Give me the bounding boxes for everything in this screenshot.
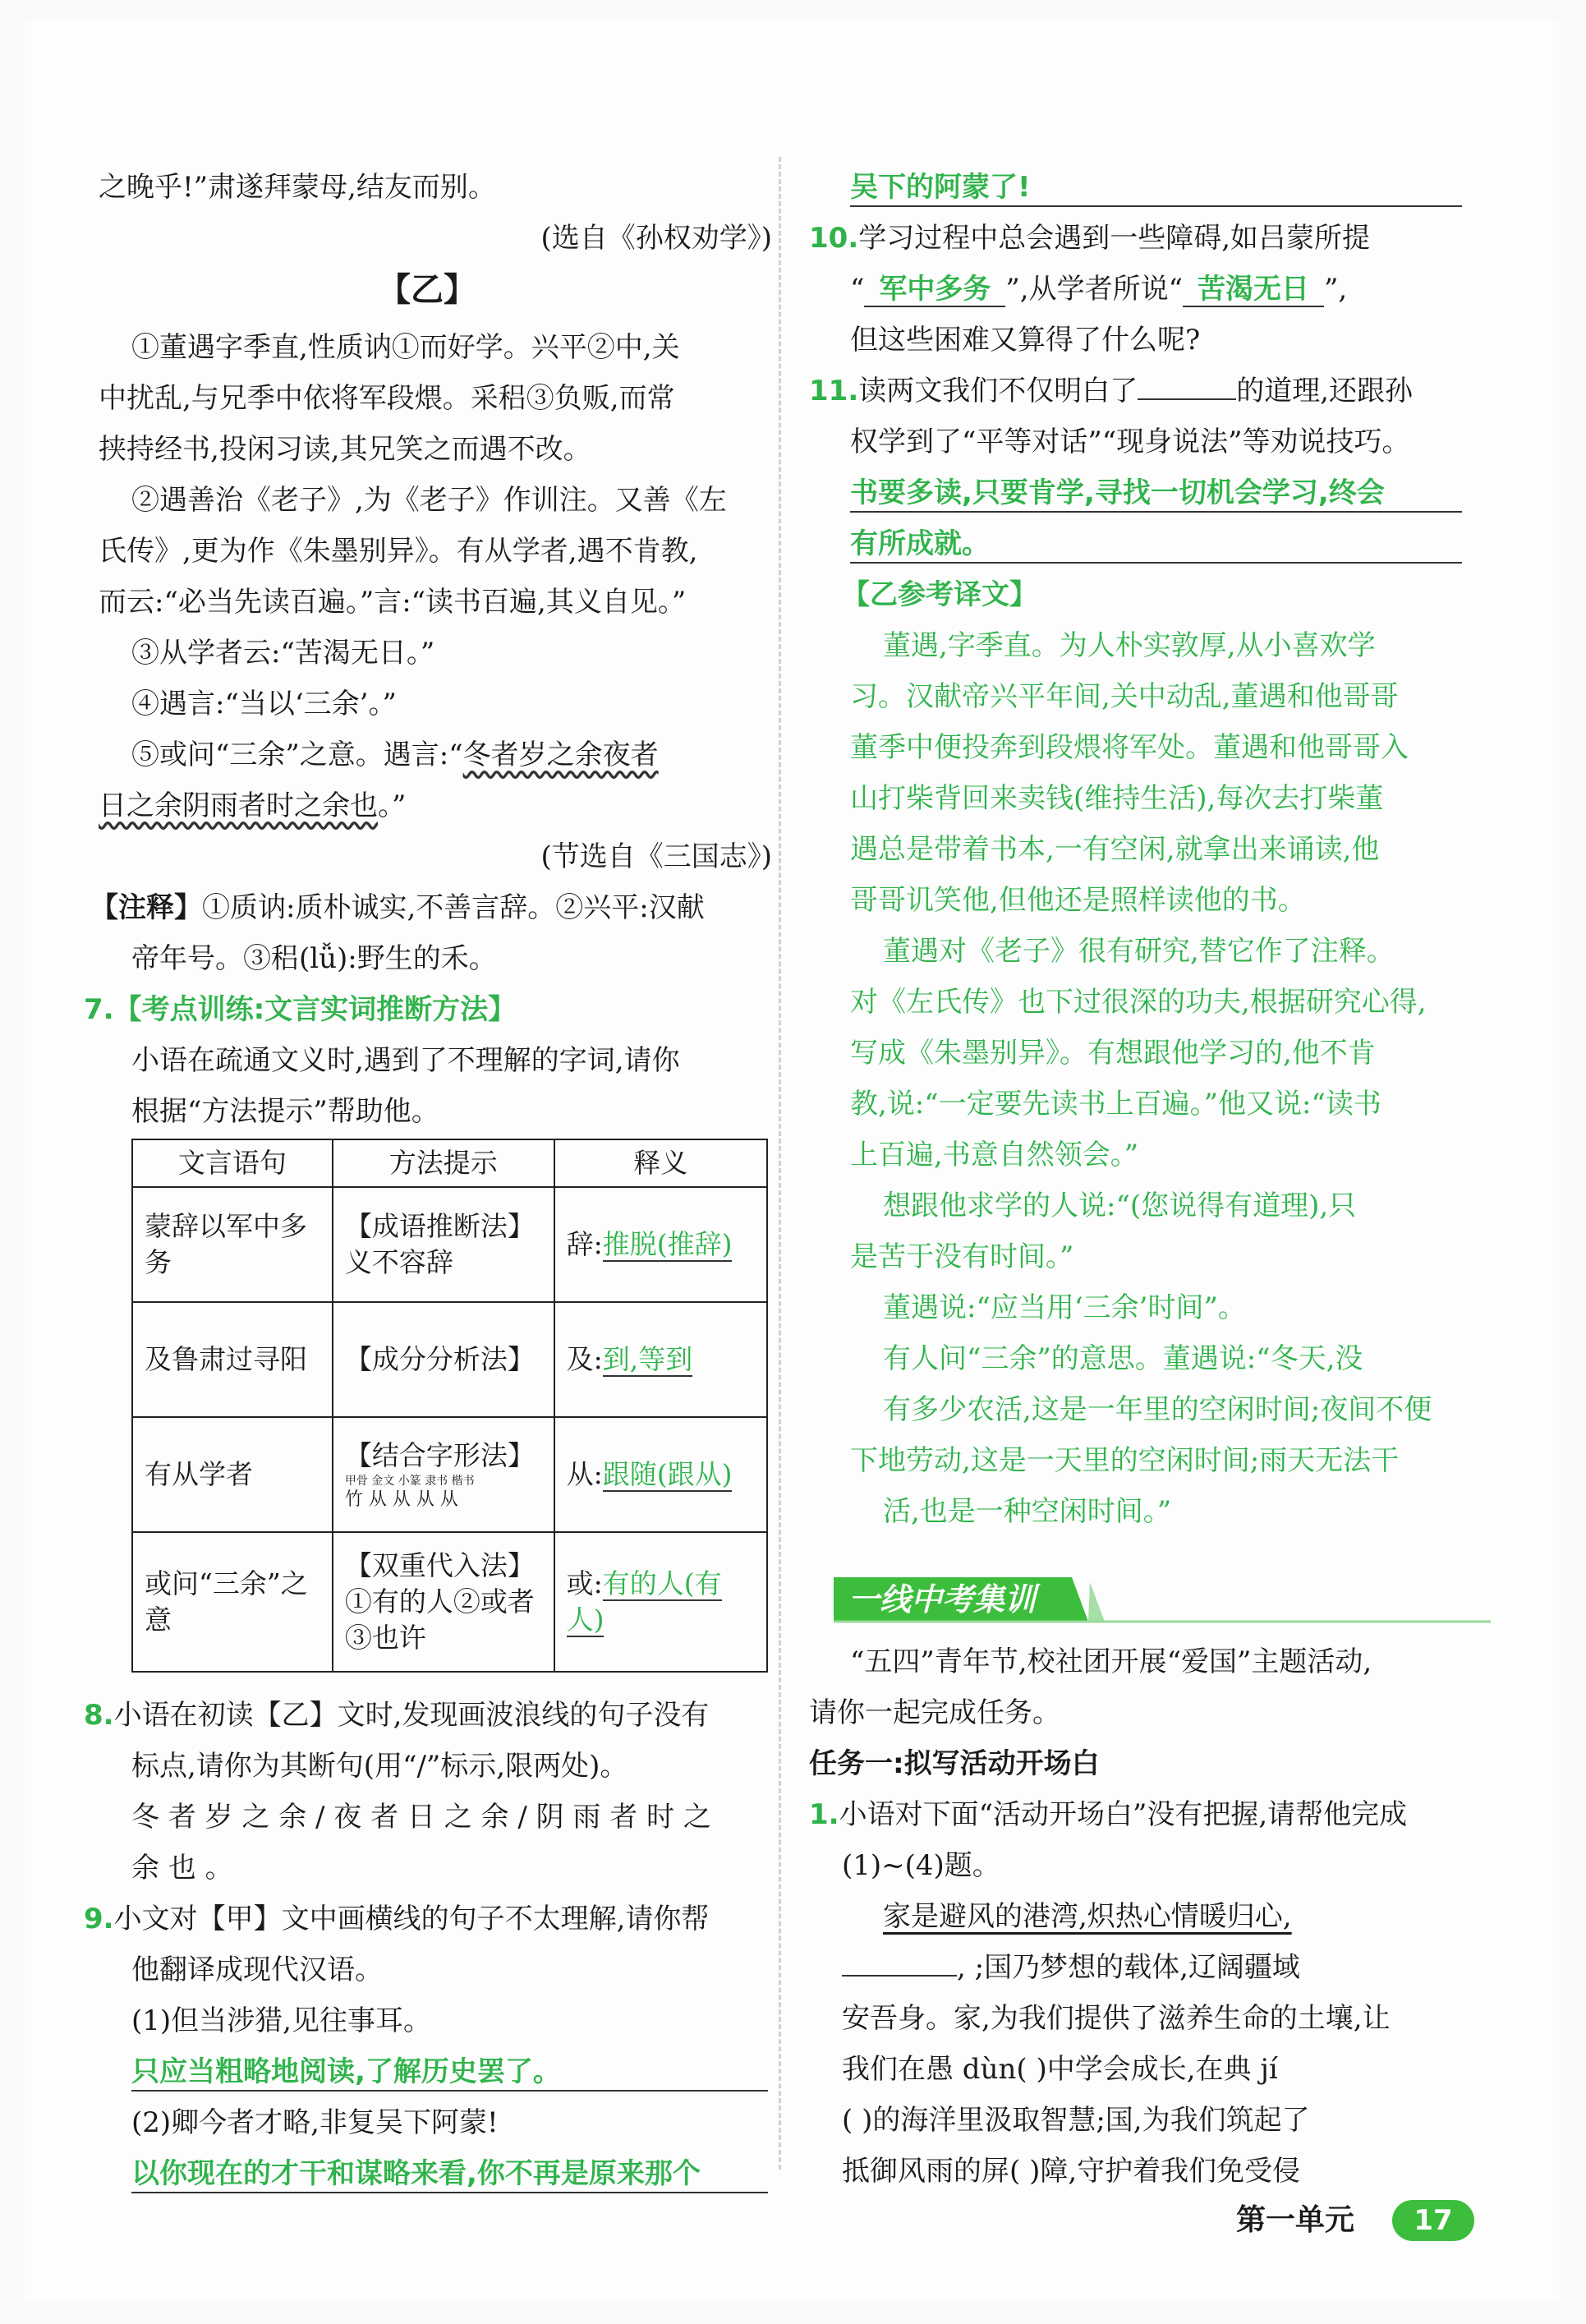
translation-line: 是苦于没有时间。” — [850, 1240, 1074, 1273]
text-line: “五四”青年节,校社团开展“爱国”主题活动, — [850, 1645, 1372, 1678]
text-segment: 。” — [378, 789, 407, 822]
translation-line: 写成《朱墨别异》。有想跟他学习的,他不肯 — [850, 1037, 1376, 1070]
table-header: 文言语句 — [132, 1139, 333, 1187]
passage-text: , ;国乃梦想的载体,辽阔疆域 — [957, 1951, 1300, 1984]
table-row — [132, 1187, 767, 1302]
translation-line: 山打柴背回来卖钱(维持生活),每次去打柴董 — [850, 782, 1384, 815]
passage-line — [842, 1949, 1300, 1986]
wavy-underlined-text: 冬者岁之余夜者 — [462, 739, 659, 771]
text-line: 氏传》,更为作《朱墨别异》。有从学者,遇不肯教, — [99, 535, 698, 568]
text-line: 之晚乎!”肃遂拜蒙母,结友而别。 — [99, 171, 496, 204]
answer-blank: 苦渴无日 — [1183, 273, 1324, 307]
text-line: ③从学者云:“苦渴无日。” — [131, 637, 435, 670]
hint-text: 【双重代入法】 — [344, 1549, 535, 1581]
text-line: 小语在疏通文义时,遇到了不理解的字词,请你 — [131, 1044, 680, 1077]
question-number: 11. — [809, 375, 859, 407]
meaning-answer: 跟随(跟从) — [602, 1458, 733, 1490]
table-header-row — [132, 1139, 767, 1187]
translation-line: 董遇说:“应当用‘三余’时间”。 — [883, 1291, 1246, 1324]
text-segment: ⑤或问“三余”之意。遇言:“ — [131, 739, 463, 771]
note-label: 【注释】 — [90, 891, 202, 924]
hint-text: ①有的人②或者 — [344, 1585, 535, 1618]
meaning-answer: 推脱(推辞) — [602, 1228, 733, 1260]
text-segment: 的道理,还跟孙 — [1236, 375, 1414, 407]
table-cell-sentence: 或问“三余”之意 — [132, 1532, 333, 1672]
page-number: 17 — [1392, 2200, 1474, 2241]
fill-blank[interactable] — [842, 1975, 957, 1977]
table-cell-sentence: 有从学者 — [132, 1417, 333, 1532]
translation-line: 董遇对《老子》很有研究,替它作了注释。 — [883, 935, 1395, 968]
table-cell-hint — [333, 1417, 554, 1532]
meaning-answer: 到,等到 — [602, 1343, 693, 1375]
answer-line: 以你现在的才干和谋略来看,你不再是原来那个 — [131, 2156, 768, 2193]
note-line — [90, 890, 705, 926]
banner-title: 一线中考集训 — [848, 1581, 1037, 1618]
translation-line: 习。汉献帝兴平年间,关中动乱,董遇和他哥哥 — [850, 680, 1399, 713]
answer-line: 有所成就。 — [850, 526, 1462, 564]
translation-line: 遇总是带着书本,一有空闲,就拿出来诵读,他 — [850, 833, 1380, 866]
note-line: 帝年号。③稆(lǚ):野生的禾。 — [131, 942, 497, 975]
passage-line: 抵御风雨的屏( )障,守护着我们免受侵 — [842, 2155, 1301, 2188]
hint-text: 【结合字形法】 — [344, 1439, 535, 1471]
translation-line: 有人问“三余”的意思。董遇说:“冬天,没 — [883, 1342, 1363, 1375]
question-number: 7. — [84, 993, 114, 1026]
wavy-underlined-text: 日之余阴雨者时之余也 — [99, 789, 378, 822]
question-8-line — [84, 1697, 709, 1733]
translation-line: 活,也是一种空闲时间。” — [883, 1495, 1172, 1528]
text-line: 根据“方法提示”帮助他。 — [131, 1095, 439, 1128]
answer-line: 吴下的阿蒙了! — [850, 169, 1462, 207]
source-citation: (节选自《三国志》) — [540, 840, 772, 873]
table-row — [132, 1302, 767, 1417]
note-text: ①质讷:质朴诚实,不善言辞。②兴平:汉献 — [202, 891, 705, 924]
passage-line: 我们在愚 dùn( )中学会成长,在典 jí — [842, 2053, 1278, 2086]
translation-line: 对《左氏传》也下过很深的功夫,根据研究心得, — [850, 986, 1427, 1019]
question-number: 9. — [84, 1903, 114, 1935]
translation-line: 董遇,字季直。为人朴实敦厚,从小喜欢学 — [883, 629, 1376, 662]
text-segment: ”,从学者所说“ — [1005, 273, 1183, 306]
text-line: ④遇言:“当以‘三余’。” — [131, 688, 397, 720]
hint-text: ③也许 — [344, 1622, 426, 1654]
table-cell-meaning — [554, 1187, 767, 1302]
question-number: 8. — [84, 1699, 114, 1732]
text-line: ②遇善治《老子》,为《老子》作训注。又善《左 — [131, 484, 727, 517]
footer-unit: 第一单元 — [1236, 2203, 1355, 2237]
question-text: 小文对【甲】文中画横线的句子不太理解,请你帮 — [113, 1903, 710, 1935]
passage-line: 安吾身。家,为我们提供了滋养生命的土壤,让 — [842, 2002, 1391, 2035]
text-line: ①董遇字季直,性质讷①而好学。兴平②中,关 — [131, 331, 680, 364]
question-11-line — [809, 373, 1413, 409]
translation-line: 哥哥讥笑他,但他还是照样读他的书。 — [850, 884, 1306, 917]
text-line: 中扰乱,与兄季中依将军段煨。采稆③负贩,而常 — [99, 382, 675, 415]
question-9-line — [84, 1901, 709, 1937]
section-banner — [834, 1574, 1491, 1625]
text-line: 请你一起完成任务。 — [809, 1696, 1060, 1729]
meaning-answer: 有的人(有人) — [566, 1567, 722, 1636]
column-divider — [779, 157, 781, 2170]
meaning-label: 及: — [566, 1343, 603, 1375]
text-line: (1)~(4)题。 — [842, 1849, 1000, 1882]
table-cell-sentence: 及鲁肃过寻阳 — [132, 1302, 333, 1417]
translation-line: 下地劳动,这是一天里的空闲时间;雨天无法干 — [850, 1444, 1400, 1477]
text-line: 他翻译成现代汉语。 — [131, 1954, 383, 1986]
table-header: 释义 — [554, 1139, 767, 1187]
text-segment: “ — [850, 273, 865, 306]
table-cell-meaning — [554, 1417, 767, 1532]
answer-blank: 军中多务 — [864, 273, 1005, 307]
question-7-header — [84, 992, 516, 1028]
glyph-evolution-labels: 甲骨 金文 小篆 隶书 楷书 — [344, 1475, 475, 1488]
question-tag: 【考点训练:文言实词推断方法】 — [113, 993, 517, 1026]
table-row — [132, 1532, 767, 1672]
translation-line: 教,说:“一定要先读书上百遍。”他又说:“读书 — [850, 1088, 1381, 1121]
answer-line: 冬 者 岁 之 余 / 夜 者 日 之 余 / 阴 雨 者 时 之 — [131, 1801, 711, 1834]
translation-line: 董季中便投奔到段煨将军处。董遇和他哥哥入 — [850, 731, 1409, 764]
answer-line: 只应当粗略地阅读,了解历史罢了。 — [131, 2054, 768, 2092]
translation-title: 【乙参考译文】 — [842, 578, 1037, 611]
translation-line: 有多少农活,这是一年里的空闲时间;夜间不便 — [883, 1393, 1432, 1426]
answer-line: 书要多读,只要肯学,寻找一切机会学习,终会 — [850, 475, 1462, 513]
glyph-evolution-chars: 竹 从 从 从 从 — [344, 1489, 458, 1510]
source-citation: (选自《孙权劝学》) — [540, 222, 772, 255]
question-text: 小语在初读【乙】文时,发现画波浪线的句子没有 — [113, 1699, 710, 1732]
question-1-line — [809, 1797, 1407, 1833]
text-segment: ”, — [1323, 273, 1348, 306]
table-cell-meaning — [554, 1302, 767, 1417]
section-title-yi: 【乙】 — [378, 270, 476, 309]
task-heading: 任务一:拟写活动开场白 — [809, 1747, 1100, 1780]
table-cell-meaning — [554, 1532, 767, 1672]
translation-line: 想跟他求学的人说:“(您说得有道理),只 — [883, 1190, 1357, 1222]
text-line: 标点,请你为其断句(用“/”标示,限两处)。 — [131, 1750, 628, 1783]
text-line — [99, 788, 406, 824]
table-header: 方法提示 — [333, 1139, 554, 1187]
text-line: (1)但当涉猎,见往事耳。 — [131, 2004, 431, 2037]
table-row — [132, 1417, 767, 1532]
text-segment: 读两文我们不仅明白了 — [858, 375, 1138, 407]
question-text: 学习过程中总会遇到一些障碍,如吕蒙所提 — [858, 222, 1371, 255]
text-line: 挟持经书,投闲习读,其兄笑之而遇不改。 — [99, 433, 591, 466]
meaning-label: 或: — [566, 1567, 603, 1599]
passage-line: ( )的海洋里汲取智慧;国,为我们筑起了 — [842, 2104, 1310, 2137]
table-cell-sentence: 蒙辞以军中多务 — [132, 1187, 333, 1302]
question-number: 10. — [809, 222, 859, 255]
text-line: 但这些困难又算得了什么呢? — [850, 324, 1201, 357]
workbook-page — [25, 21, 1559, 2302]
passage-line: 家是避风的港湾,炽热心情暖归心, — [883, 1900, 1292, 1933]
text-line — [131, 737, 659, 773]
table-cell-hint — [333, 1532, 554, 1672]
answer-line: 余 也 。 — [131, 1852, 233, 1885]
meaning-label: 辞: — [566, 1228, 603, 1260]
text-line: 权学到了“平等对话”“现身说法”等劝说技巧。 — [850, 426, 1410, 458]
question-number: 1. — [809, 1798, 839, 1831]
word-inference-table — [131, 1139, 768, 1673]
table-cell-hint: 【成分分析法】 — [333, 1302, 554, 1417]
text-line: 而云:“必当先读百遍。”言:“读书百遍,其义自见。” — [99, 586, 687, 619]
text-line: (2)卿今者才略,非复吴下阿蒙! — [131, 2106, 499, 2139]
fill-blank[interactable] — [1138, 398, 1236, 400]
question-text: 小语对下面“活动开场白”没有把握,请帮他完成 — [839, 1798, 1408, 1831]
meaning-label: 从: — [566, 1458, 603, 1490]
table-cell-hint: 【成语推断法】义不容辞 — [333, 1187, 554, 1302]
question-10-line — [809, 220, 1370, 256]
text-line — [850, 271, 1347, 307]
translation-line: 上百遍,书意自然领会。” — [850, 1139, 1139, 1171]
